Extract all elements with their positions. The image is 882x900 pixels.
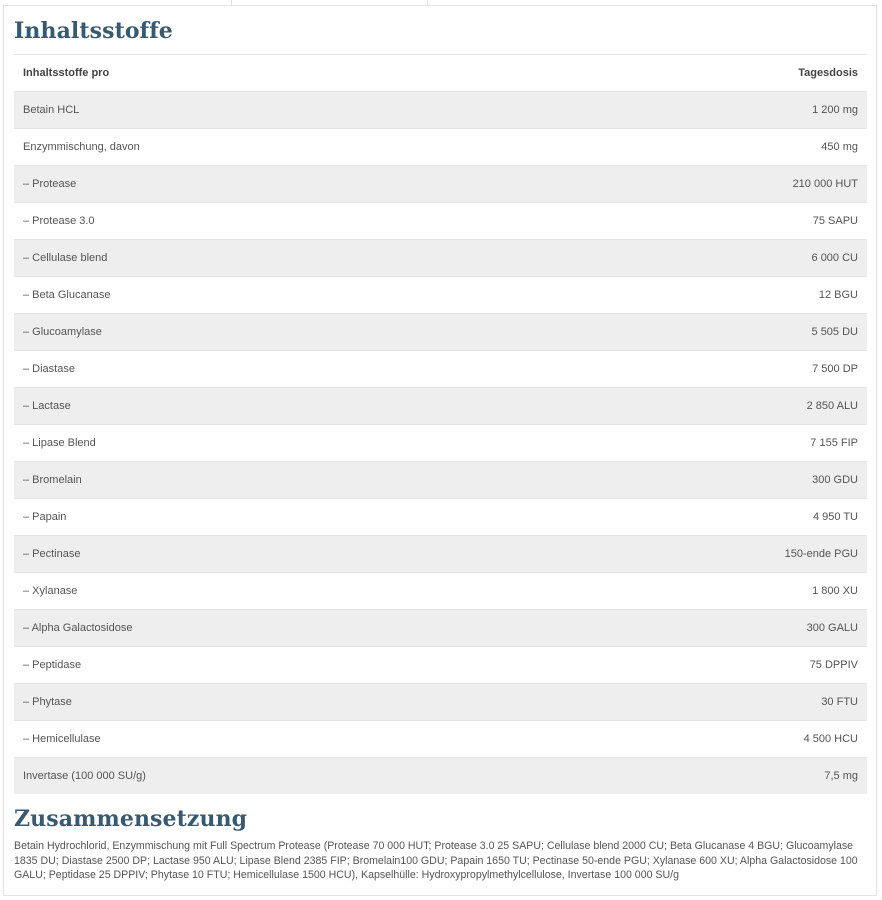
ingredient-dose: 7,5 mg	[531, 758, 867, 795]
table-row	[14, 129, 867, 166]
ingredient-name: – Protease	[14, 166, 531, 203]
header-ingredient: Inhaltsstoffe pro	[14, 55, 531, 92]
ingredient-name: – Xylanase	[14, 573, 531, 610]
ingredient-dose: 1 200 mg	[531, 92, 867, 129]
ingredient-name: – Cellulase blend	[14, 240, 531, 277]
composition-heading: Zusammensetzung	[14, 806, 248, 832]
ingredient-dose: 7 500 DP	[531, 351, 867, 388]
ingredient-dose: 300 GDU	[531, 462, 867, 499]
ingredient-name: – Glucoamylase	[14, 314, 531, 351]
table-row	[14, 758, 867, 795]
ingredient-dose: 300 GALU	[531, 610, 867, 647]
composition-text: Betain Hydrochlorid, Enzymmischung mit Full Spectrum Protease (Protease 70 000 HUT; Protease 3.0 25 SAPU; Cellulase blend 2000 CU; Beta Glucanase 4 BGU; Glucoamylase 1835 DU; Diastase 2500 DP; Lactase 950 ALU; Lipase Blend 2385 FIP; Bromelain100 GDU; Papain 1650 TU; Pectinase 50-ende PGU; Xylanase 600 XU; Alpha Galactosidose 100 GALU; Peptidase 25 DPPIV; Phytase 10 FTU; Hemicellulase 1500 HCU), Kapselhülle: Hydroxypropylmethylcellulose, Invertase 100 000 SU/g	[14, 840, 858, 881]
table-row	[14, 684, 867, 721]
ingredient-dose: 210 000 HUT	[531, 166, 867, 203]
ingredient-dose: 5 505 DU	[531, 314, 867, 351]
table-row	[14, 203, 867, 240]
ingredient-dose: 1 800 XU	[531, 573, 867, 610]
ingredients-heading: Inhaltsstoffe	[14, 18, 173, 44]
ingredient-name: – Protease 3.0	[14, 203, 531, 240]
ingredient-dose: 75 SAPU	[531, 203, 867, 240]
ingredient-name: – Peptidase	[14, 647, 531, 684]
ingredient-name: – Diastase	[14, 351, 531, 388]
table-row	[14, 462, 867, 499]
ingredient-dose: 450 mg	[531, 129, 867, 166]
ingredient-dose: 2 850 ALU	[531, 388, 867, 425]
ingredient-dose: 6 000 CU	[531, 240, 867, 277]
table-row	[14, 388, 867, 425]
table-row	[14, 240, 867, 277]
table-row	[14, 166, 867, 203]
table-row	[14, 499, 867, 536]
ingredient-name: – Bromelain	[14, 462, 531, 499]
ingredients-table	[14, 54, 867, 794]
ingredient-name: Enzymmischung, davon	[14, 129, 531, 166]
ingredient-dose: 4 950 TU	[531, 499, 867, 536]
ingredient-name: – Alpha Galactosidose	[14, 610, 531, 647]
ingredient-name: – Pectinase	[14, 536, 531, 573]
table-row	[14, 314, 867, 351]
table-row	[14, 92, 867, 129]
ingredient-dose: 30 FTU	[531, 684, 867, 721]
table-row	[14, 351, 867, 388]
ingredient-name: – Hemicellulase	[14, 721, 531, 758]
ingredient-name: Betain HCL	[14, 92, 531, 129]
table-row	[14, 647, 867, 684]
table-row	[14, 573, 867, 610]
table-row	[14, 721, 867, 758]
ingredient-name: – Lactase	[14, 388, 531, 425]
table-body	[14, 92, 867, 795]
ingredient-dose: 12 BGU	[531, 277, 867, 314]
ingredient-dose: 150-ende PGU	[531, 536, 867, 573]
table-row	[14, 610, 867, 647]
ingredient-name: – Phytase	[14, 684, 531, 721]
ingredient-name: Invertase (100 000 SU/g)	[14, 758, 531, 795]
table-row	[14, 425, 867, 462]
table-header-row	[14, 55, 867, 92]
ingredient-dose: 75 DPPIV	[531, 647, 867, 684]
table-row	[14, 277, 867, 314]
table-row	[14, 536, 867, 573]
ingredient-name: – Lipase Blend	[14, 425, 531, 462]
ingredient-dose: 7 155 FIP	[531, 425, 867, 462]
ingredient-dose: 4 500 HCU	[531, 721, 867, 758]
header-daily-dose: Tagesdosis	[531, 55, 867, 92]
ingredient-name: – Beta Glucanase	[14, 277, 531, 314]
ingredient-name: – Papain	[14, 499, 531, 536]
